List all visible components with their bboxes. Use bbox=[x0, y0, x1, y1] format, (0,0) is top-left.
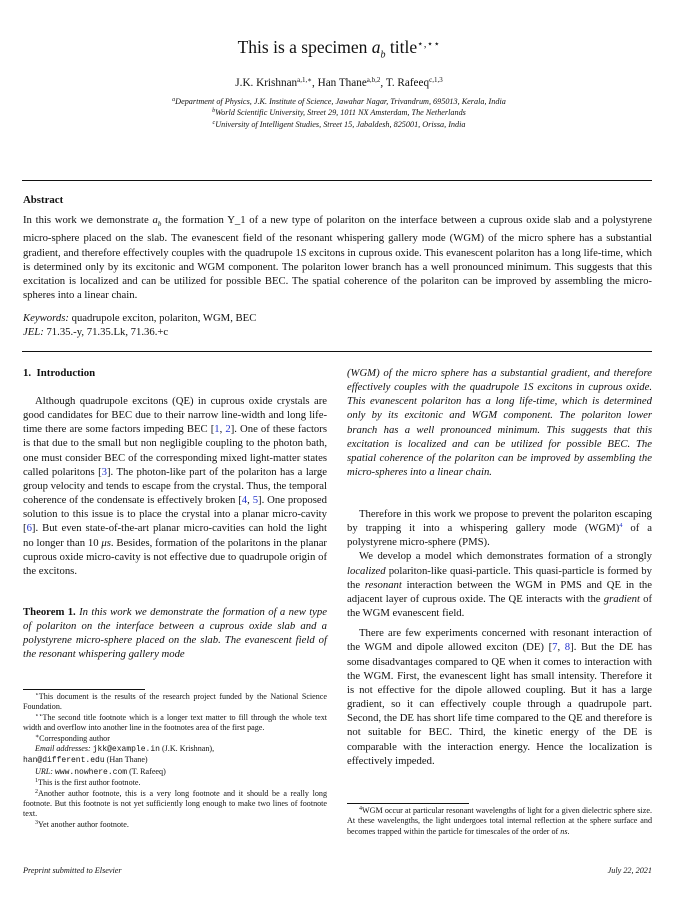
body-text: Therefore in this work we propose to prevent the polariton escaping by trapping it into a whispering gallery mode (WGM) bbox=[347, 508, 652, 535]
footnote-right bbox=[347, 806, 652, 837]
body-text: ]. The photon-like part of the polariton has a large group velocity and tends to escape from the crystal. Thus, the temporal coherence of the condensate is effectively broken [ bbox=[23, 465, 327, 507]
body-text: . Besides, formation of the polaritons in the planar cuprous oxide micro-cavity is not effective due to quadrupole origin of the excitons. bbox=[23, 536, 327, 577]
body-text: ]. But the DE has some disadvantages compared to QE when it comes to interaction with the WGM. First, the evanescent light has small intensity. Therefore it is not effective for the dipole allowed coupling. But it has a large gradient, so it can effectively couple through a quadrupole part. Second, the DE has short life time compared to the QE and therefore is not suitable for BEC. Third, the kinetic energy of the DE is comparable with the interaction energy. Hence the localization is effectively impeded. bbox=[347, 641, 652, 767]
citation-link[interactable]: 8 bbox=[564, 641, 571, 654]
footnote-text: This is the first author footnote. bbox=[38, 778, 141, 788]
footnote-rule bbox=[23, 689, 145, 690]
author-list bbox=[0, 76, 678, 90]
footnote-mark: 2 bbox=[35, 788, 38, 795]
body-text: polariton-like quasi-particle. This quasi-particle is formed by the bbox=[347, 564, 652, 591]
footnote-mark: ⋆⋆ bbox=[35, 712, 43, 719]
author bbox=[386, 77, 443, 89]
body-text: of the WGM evanescent field. bbox=[347, 592, 653, 620]
citation-link[interactable]: 3 bbox=[101, 465, 107, 478]
theorem-continued bbox=[347, 366, 652, 479]
paper-title bbox=[0, 36, 678, 67]
footnote-ref[interactable]: 4 bbox=[619, 522, 623, 530]
section-title: Introduction bbox=[36, 367, 96, 379]
footnote-mark: 1 bbox=[35, 778, 38, 785]
footnote-text: The second title footnote which is a longer text matter to fill through the whole text width and overflow into another line in the footnotes area of the first page. bbox=[23, 712, 327, 733]
author bbox=[318, 77, 386, 89]
author-name: Han Thane bbox=[317, 77, 367, 89]
body-text: ]. One of these factors is that due to the small but non negligible coupling to the photon bath, one must consider BEC of the corresponding mixed light-matter states called polaritons [ bbox=[23, 423, 327, 478]
author-sep: , bbox=[312, 77, 318, 89]
keywords-value: quadrupole exciton, polariton, WGM, BEC bbox=[68, 312, 257, 324]
footnote-text: Corresponding author bbox=[39, 733, 110, 743]
footer-date: July 22, 2021 bbox=[607, 866, 652, 875]
abstract-text: In this work we demonstrate bbox=[23, 214, 153, 226]
affiliation-text: Department of Physics, J.K. Institute of Science, Jawahar Nagar, Trivandrum, 695013, Kerala, India bbox=[175, 97, 506, 106]
body-text: of a polystyrene micro-sphere (PMS). bbox=[347, 522, 652, 549]
col2-paragraphs bbox=[347, 507, 652, 768]
footnote bbox=[23, 820, 327, 830]
footnote-text: This document is the results of the research project funded by the National Science Foundation. bbox=[23, 692, 327, 712]
affiliation-text: University of Intelligent Studies, Street 15, Jabaldesh, 825001, Orissa, India bbox=[215, 119, 466, 129]
footnote-mark: ∗ bbox=[35, 733, 40, 740]
footnote-text: Yet another author footnote. bbox=[38, 819, 129, 829]
affiliation bbox=[0, 96, 678, 107]
abstract-top-rule bbox=[22, 180, 652, 181]
author-affil-marks: a,b,2 bbox=[366, 76, 381, 84]
email-link[interactable]: han@different.edu bbox=[23, 756, 105, 766]
affiliation bbox=[0, 119, 678, 130]
body-text: interaction between the WGM in PMS and QE in the adjacent layer of cuprous oxide. The QE interacts with the bbox=[347, 578, 653, 605]
footnote-mark: 3 bbox=[35, 819, 38, 826]
theorem-text: (WGM) of the micro sphere has a substantial gradient, and therefore effectively couples with the quadrupole 1 bbox=[347, 367, 652, 394]
keywords-block bbox=[23, 311, 256, 339]
url-owner: (T. Rafeeq) bbox=[127, 766, 166, 776]
affiliation-mark: b bbox=[212, 108, 216, 115]
footnote bbox=[23, 734, 327, 744]
intro-paragraph bbox=[23, 394, 327, 578]
footnote-text: Another author footnote, this is a very long footnote and it should be a really long footnote. But this footnote is not yet sufficiently long enough to make two lines of footnote text. bbox=[23, 788, 327, 819]
body-text: Although quadrupole excitons (QE) in cuprous oxide crystals are good candidates for BEC due to their narrow line-width and long life-time there are some factors impeding BEC [ bbox=[23, 395, 327, 436]
footnote-mark: ⋆ bbox=[35, 692, 39, 698]
theorem-math: S bbox=[528, 381, 534, 394]
unit-math: μs bbox=[101, 536, 111, 549]
footnote-text: . bbox=[567, 826, 570, 836]
citation-link[interactable]: 2 bbox=[225, 423, 231, 436]
abstract-math-sub: b bbox=[157, 220, 162, 229]
author-name: T. Rafeeq bbox=[385, 77, 430, 89]
theorem-label: Theorem 1. bbox=[23, 606, 76, 618]
affiliations bbox=[0, 96, 678, 130]
citation-link[interactable]: 1 bbox=[214, 423, 220, 436]
paragraph bbox=[347, 549, 652, 620]
keywords bbox=[23, 311, 256, 325]
url-label: URL: bbox=[35, 766, 53, 776]
paragraph bbox=[347, 507, 652, 549]
author-affil-marks: a,1,∗ bbox=[297, 76, 313, 84]
footnote bbox=[23, 789, 327, 820]
footnote bbox=[23, 713, 327, 734]
footnote bbox=[23, 778, 327, 788]
abstract-text: excitons in cuprous oxide. This evanescent polariton has a long life-time, which is determined only by its excitonic and WGM component. The polariton lower branch has a well pronounced minimum. This suggests that this excitation is localized and can be utilized for possible BEC. The spatial coherence of the polariton can be improved by assembling the micro-spheres into a linear chain. bbox=[23, 246, 653, 302]
footnotes-left bbox=[23, 692, 327, 830]
body-text: ]. But even state-of-the-art planar micro-cavities can hold the light no longer than 10 bbox=[23, 522, 327, 549]
jel-label: JEL: bbox=[23, 326, 44, 339]
keywords-label: Keywords: bbox=[23, 312, 69, 324]
url-link[interactable]: www.nowhere.com bbox=[55, 767, 128, 777]
jel-value: 71.35.-y, 71.35.Lk, 71.36.+c bbox=[43, 326, 169, 339]
citation-link[interactable]: 5 bbox=[252, 494, 259, 507]
author-name: J.K. Krishnan bbox=[235, 77, 298, 89]
body-text: ]. One proposed solution to this issue is to place the crystal into a planar micro-cavity [ bbox=[23, 494, 328, 535]
title-text-after: title bbox=[385, 37, 418, 57]
abstract-math: a bbox=[152, 214, 158, 226]
author-affil-marks: c,1,3 bbox=[429, 76, 443, 84]
footnote-text: WGM occur at particular resonant wavelengths of light for a given dielectric sphere size. At these wavelengths, the light undergoes total internal reflection at the sphere surface and becomes trapped within the particle for timescales of the order of bbox=[347, 806, 652, 836]
theorem-text: excitons in cuprous oxide. This evanescent polariton has a long life-time, which is determined only by its excitonic and WGM component. The polariton lower branch has a well pronounced minimum. This suggests that this excitation is localized and can be utilized for possible BEC. The spatial coherence of the polariton can be improved by assembling the micro-spheres into a linear chain. bbox=[347, 381, 652, 479]
jel-codes bbox=[23, 325, 256, 339]
paragraph: Although quadrupole excitons (QE) in cuprous oxide crystals are good candidates for BEC due to their narrow line-width and long life-time there are some factors impeding BEC [1, 2]. One of these factors is that due to the small but non negligible coupling to the photon bath, one must consider BEC of the corresponding mixed light-matter states called polaritons [3]. The photon-like part of the polariton has a large group velocity and tends to escape from the crystal. Thus, the temporal coherence of the condensate is effectively broken [4, 5]. One proposed solution to this issue is to place the crystal into a planar micro-cavity [6]. But even state-of-the-art planar micro-cavities can hold the light no longer than 10 μs. Besides, formation of the polaritons in the planar cuprous oxide micro-cavity is not effective due to quadrupole origin of the excitons. bbox=[23, 395, 328, 577]
affiliation-mark: c bbox=[212, 119, 216, 126]
abstract-body bbox=[23, 213, 652, 302]
title-text: This is a specimen bbox=[237, 37, 372, 57]
email-owner: (J.K. Krishnan), bbox=[159, 744, 215, 754]
email-link[interactable]: jkk@example.in bbox=[92, 745, 160, 755]
citation-link[interactable]: 7 bbox=[552, 641, 558, 654]
affiliation-text: World Scientific University, Street 29, 1011 NX Amsterdam, The Netherlands bbox=[215, 108, 466, 118]
theorem-block bbox=[23, 605, 327, 662]
footnote-mark: 4 bbox=[359, 806, 362, 812]
email-owner: (Han Thane) bbox=[104, 755, 148, 765]
section-number: 1. bbox=[23, 367, 32, 379]
email-addresses bbox=[23, 744, 327, 767]
section-heading bbox=[23, 367, 95, 379]
author-sep: , bbox=[380, 77, 386, 89]
title-math-sub: b bbox=[380, 49, 386, 61]
title-footnote-marks: ⋆,⋆⋆ bbox=[417, 39, 441, 50]
body-text: We develop a model which demonstrates formation of a strongly bbox=[359, 550, 652, 563]
emphasis: localized bbox=[347, 564, 386, 577]
email-label: Email addresses: bbox=[35, 744, 91, 754]
abstract-heading: Abstract bbox=[23, 194, 64, 206]
emphasis: resonant bbox=[364, 578, 402, 591]
theorem bbox=[23, 605, 327, 662]
title-math: a bbox=[371, 37, 381, 57]
unit-math: ns bbox=[560, 826, 568, 836]
footnote bbox=[23, 692, 327, 713]
abstract-text: the formation Y_1 of a new type of polariton on the interface between a cuprous oxide slab and a polystyrene micro-sphere placed on the slab. The evanescent field of the resonant whispering gallery mode (WGM) of the micro sphere has a substantial gradient, and therefore effectively couples with the quadrupole 1 bbox=[23, 214, 652, 259]
theorem-continuation bbox=[347, 366, 652, 479]
citation-link[interactable]: 4 bbox=[241, 494, 248, 507]
abstract-bottom-rule bbox=[22, 351, 652, 352]
author bbox=[235, 77, 317, 89]
body-text: There are few experiments concerned with resonant interaction of the WGM and dipole allowed exciton (DE) [ bbox=[347, 627, 652, 654]
citation-link[interactable]: 6 bbox=[26, 522, 32, 535]
theorem-text: In this work we demonstrate the formation of a new type of polariton on the interface between a cuprous oxide slab and a polystyrene micro-sphere placed on the slab. The evanescent field of the resonant whispering gallery mode bbox=[23, 606, 327, 661]
footer-left: Preprint submitted to Elsevier bbox=[23, 866, 122, 875]
emphasis: gradient bbox=[603, 592, 640, 605]
url-line bbox=[23, 767, 327, 778]
footnote-rule bbox=[347, 803, 469, 804]
footnote bbox=[347, 806, 652, 837]
paragraph: There are few experiments concerned with resonant interaction of the WGM and dipole allowed exciton (DE) [7, 8]. But the DE has some disadvantages compared to QE when it comes to interaction with the WGM. First, the evanescent light has small intensity. Therefore it is not effective for the dipole allowed coupling. But it has a large gradient, so it can effectively couple through a quadrupole part. Second, the DE has short life time compared to the QE and therefore is not suitable for BEC. Third, the kinetic energy of the DE is comparable with the interaction energy. Hence the localization is effectively impeded. bbox=[347, 627, 652, 767]
affiliation bbox=[0, 107, 678, 118]
affiliation-mark: a bbox=[172, 97, 176, 103]
abstract-math: S bbox=[300, 246, 307, 259]
